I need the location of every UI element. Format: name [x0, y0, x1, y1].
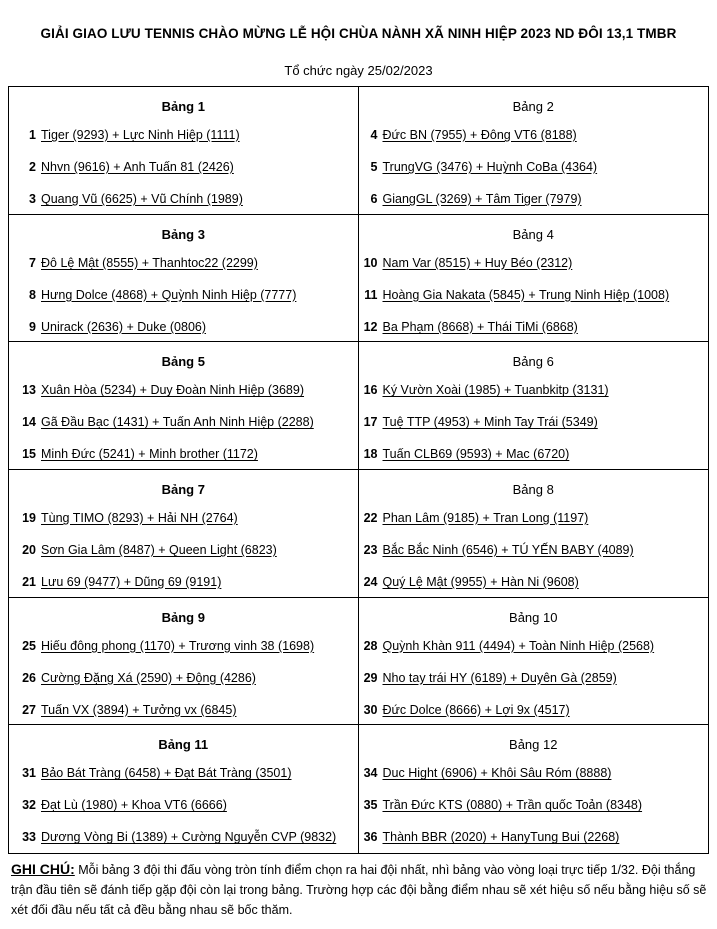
note-label: GHI CHÚ:: [11, 861, 75, 877]
group-name: Bảng 7: [161, 481, 205, 497]
team-players: Ba Phạm (8668) + Thái TiMi (6868): [382, 319, 578, 334]
team-number: 8: [29, 287, 36, 302]
group-cell: [9, 470, 359, 598]
group-name: Bảng 5: [161, 354, 205, 370]
team-number: 25: [22, 638, 36, 653]
team-players: Tuệ TTP (4953) + Minh Tay Trái (5349): [382, 415, 598, 430]
team-row: [9, 256, 358, 274]
team-players: Ký Vườn Xoài (1985) + Tuanbkitp (3131): [382, 383, 609, 398]
team-number: 16: [363, 383, 378, 398]
team-number: 14: [22, 415, 36, 430]
team-number: 22: [363, 510, 378, 525]
team-number: 32: [22, 798, 36, 813]
team-number: 23: [363, 542, 378, 557]
team-number: 26: [22, 670, 36, 685]
team-players: GiangGL (3269) + Tâm Tiger (7979): [382, 192, 582, 206]
team-row: [9, 415, 358, 433]
team-number: 9: [29, 319, 36, 334]
team-row: [359, 511, 709, 529]
team-players: Duc Hight (6906) + Khôi Sâu Róm (8888): [382, 766, 612, 781]
team-row: [9, 575, 358, 593]
team-row: [359, 383, 709, 401]
team-players: Phan Lâm (9185) + Tran Long (1197): [382, 510, 589, 525]
note-section: [11, 859, 711, 920]
team-players: TrungVG (3476) + Huỳnh CoBa (4364): [382, 160, 598, 174]
team-number: 18: [363, 447, 378, 462]
team-number: 7: [29, 255, 36, 270]
team-row: [359, 639, 709, 657]
note-text: Mỗi bảng 3 đội thi đấu vòng tròn tính điểm chọn ra hai đội nhất, nhì bảng vào vòng loại trực tiếp 1/32. Đội thắng trận đầu tiên sẽ đánh tiếp gặp đội còn lại trong bảng. Trường hợp các đội bằng điểm nhau sẽ xét hiệu số nếu bằng hiệu số sẽ xét đối đầu nếu tất cả đều bằng nhau sẽ bốc thăm.: [11, 863, 707, 917]
group-name: Bảng 1: [161, 99, 205, 114]
team-players: Quỳnh Khàn 911 (4494) + Toàn Ninh Hiệp (2568): [382, 638, 655, 653]
team-row: [9, 766, 358, 784]
team-number: 1: [29, 128, 36, 142]
team-players: Gã Đầu Bạc (1431) + Tuấn Anh Ninh Hiệp (2288): [41, 415, 314, 430]
team-number: 12: [363, 319, 378, 334]
team-number: 33: [22, 830, 36, 845]
team-number: 36: [363, 830, 378, 845]
team-players: Unirack (2636) + Duke (0806): [41, 319, 207, 334]
group-cell: [359, 598, 709, 726]
team-row: [359, 543, 709, 561]
team-number: 24: [363, 574, 378, 589]
team-row: [359, 288, 709, 306]
team-number: 4: [370, 128, 378, 142]
team-row: [359, 798, 709, 816]
team-row: [359, 160, 709, 178]
team-row: [359, 415, 709, 433]
team-row: [9, 703, 358, 721]
groups-table: [8, 86, 709, 854]
group-cell: [9, 342, 359, 470]
team-players: Sơn Gia Lâm (8487) + Queen Light (6823): [41, 542, 277, 557]
team-number: 30: [363, 702, 378, 717]
team-number: 31: [22, 766, 36, 781]
team-row: [9, 639, 358, 657]
team-players: Dương Vòng Bi (1389) + Cường Nguyễn CVP (9832): [41, 830, 337, 845]
team-row: [359, 575, 709, 593]
team-row: [9, 447, 358, 465]
team-row: [359, 128, 709, 146]
group-cell: [359, 215, 709, 343]
team-row: [9, 511, 358, 529]
team-row: [9, 160, 358, 178]
team-row: [9, 671, 358, 689]
group-name: Bảng 6: [512, 354, 554, 370]
group-cell: [9, 725, 359, 853]
team-players: Bảo Bát Tràng (6458) + Đạt Bát Tràng (3501): [41, 766, 292, 781]
team-players: Minh Đức (5241) + Minh brother (1172): [41, 447, 258, 462]
team-players: Hoàng Gia Nakata (5845) + Trung Ninh Hiệp (1008): [382, 287, 670, 302]
team-number: 5: [370, 160, 378, 174]
team-number: 2: [29, 160, 36, 174]
team-row: [359, 256, 709, 274]
team-number: 29: [363, 670, 378, 685]
event-date: Tổ chức ngày 25/02/2023: [284, 63, 433, 78]
team-row: [9, 320, 358, 338]
team-number: 13: [22, 383, 36, 398]
group-name: Bảng 4: [512, 226, 554, 242]
team-number: 27: [22, 702, 36, 717]
team-players: Đạt Lù (1980) + Khoa VT6 (6666): [41, 798, 227, 813]
team-row: [359, 447, 709, 465]
group-name: Bảng 9: [161, 609, 205, 625]
group-cell: [9, 215, 359, 343]
group-name: Bảng 12: [509, 737, 558, 753]
team-number: 34: [363, 766, 378, 781]
team-number: 19: [22, 510, 36, 525]
group-cell: [359, 725, 709, 853]
team-players: Bắc Bắc Ninh (6546) + TÚ YẾN BABY (4089): [382, 542, 634, 557]
team-players: Xuân Hòa (5234) + Duy Đoàn Ninh Hiệp (3689): [41, 383, 305, 398]
team-players: Tùng TIMO (8293) + Hải NH (2764): [41, 510, 238, 525]
team-players: Tiger (9293) + Lực Ninh Hiệp (1111): [41, 128, 240, 142]
team-row: [9, 830, 358, 848]
page-title: GIẢI GIAO LƯU TENNIS CHÀO MỪNG LỄ HỘI CHÙA NÀNH XÃ NINH HIỆP 2023 ND ĐÔI 13,1 TMBR: [40, 26, 677, 41]
team-players: Quang Vũ (6625) + Vũ Chính (1989): [41, 192, 243, 206]
group-cell: [359, 87, 709, 215]
team-players: Hưng Dolce (4868) + Quỳnh Ninh Hiệp (7777): [41, 287, 297, 302]
team-number: 10: [363, 255, 378, 270]
team-row: [359, 671, 709, 689]
team-row: [9, 288, 358, 306]
team-players: Lưu 69 (9477) + Dũng 69 (9191): [41, 574, 222, 589]
group-name: Bảng 11: [158, 737, 209, 753]
team-players: Nho tay trái HY (6189) + Duyên Gà (2859): [382, 670, 617, 685]
group-cell: [359, 342, 709, 470]
team-players: Đô Lệ Mật (8555) + Thanhtoc22 (2299): [41, 255, 258, 270]
group-name: Bảng 2: [512, 99, 554, 114]
team-players: Tuấn CLB69 (9593) + Mac (6720): [382, 447, 570, 462]
team-players: Đức BN (7955) + Đông VT6 (8188): [382, 128, 577, 142]
group-cell: [9, 598, 359, 726]
team-row: [9, 383, 358, 401]
team-players: Nhvn (9616) + Anh Tuấn 81 (2426): [41, 160, 234, 174]
team-number: 21: [22, 574, 36, 589]
team-players: Nam Var (8515) + Huy Béo (2312): [382, 255, 573, 270]
team-row: [9, 192, 358, 210]
team-number: 11: [364, 287, 378, 302]
team-row: [359, 830, 709, 848]
team-number: 28: [363, 638, 378, 653]
team-players: Hiếu đông phong (1170) + Trương vinh 38 (1698): [41, 638, 315, 653]
team-players: Trần Đức KTS (0880) + Trần quốc Toản (8348): [382, 798, 643, 813]
team-players: Thành BBR (2020) + HanyTung Bui (2268): [382, 830, 620, 845]
team-number: 3: [29, 192, 36, 206]
team-row: [9, 798, 358, 816]
team-row: [9, 543, 358, 561]
team-number: 6: [370, 192, 378, 206]
team-row: [359, 320, 709, 338]
team-row: [9, 128, 358, 146]
team-number: 20: [22, 542, 36, 557]
group-name: Bảng 3: [161, 226, 205, 242]
team-players: Đức Dolce (8666) + Lợi 9x (4517): [382, 702, 570, 717]
team-row: [359, 192, 709, 210]
team-number: 15: [22, 447, 36, 462]
team-players: Tuấn VX (3894) + Tưởng vx (6845): [41, 702, 237, 717]
team-players: Quý Lệ Mật (9955) + Hàn Ni (9608): [382, 574, 579, 589]
team-row: [359, 703, 709, 721]
group-name: Bảng 10: [509, 609, 558, 625]
team-number: 35: [363, 798, 378, 813]
group-cell: [9, 87, 359, 215]
team-number: 17: [363, 415, 378, 430]
team-row: [359, 766, 709, 784]
group-cell: [359, 470, 709, 598]
group-name: Bảng 8: [512, 481, 554, 497]
team-players: Cường Đặng Xá (2590) + Động (4286): [41, 670, 256, 685]
